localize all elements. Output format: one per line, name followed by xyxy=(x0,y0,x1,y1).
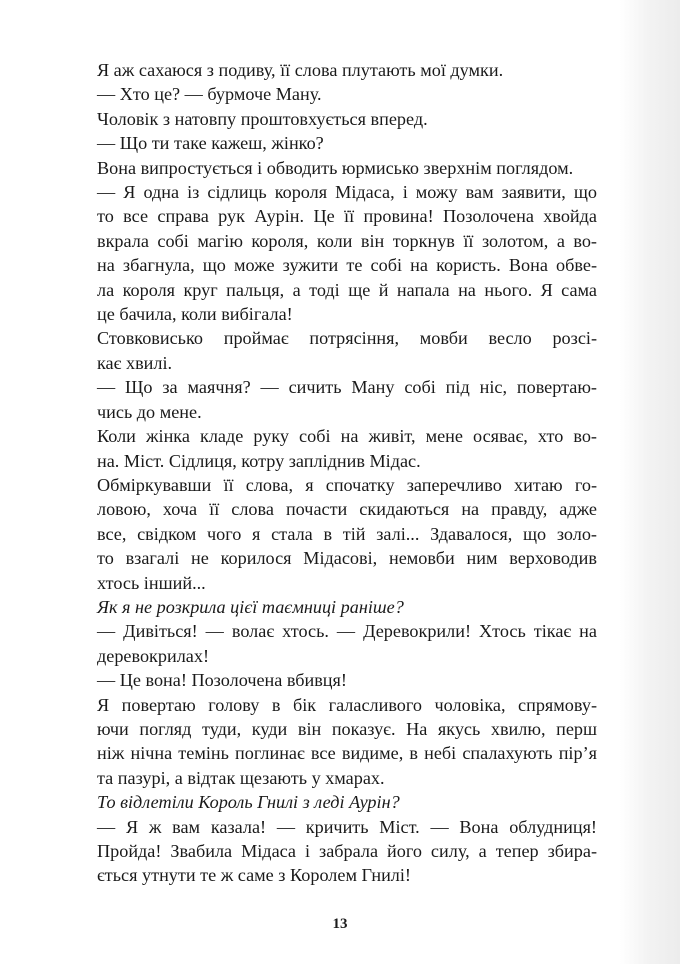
italic-paragraph xyxy=(97,595,597,619)
text-line: ла короля круг пальця, а тоді ще й напала на нього. Я сама xyxy=(97,279,597,300)
italic-paragraph xyxy=(97,790,597,814)
text-line: Я повертаю голову в бік галасливого чоловіка, спрямову- xyxy=(97,694,597,715)
text-line: все, свідком чого я стала в тій залі... Здавалося, що золо- xyxy=(97,523,597,544)
paragraph xyxy=(97,375,597,424)
page-number: 13 xyxy=(332,916,348,932)
paragraph xyxy=(97,82,597,106)
text-line: — Хто це? — бурмоче Ману. xyxy=(97,84,322,105)
paragraph xyxy=(97,58,597,82)
text-line: ючи погляд туди, куди він показує. На якусь хвилю, перш xyxy=(97,718,597,739)
text-line: — Я ж вам казала! — кричить Міст. — Вона облудниця! xyxy=(97,816,597,837)
text-line: то все справа рук Аурін. Це її провина! Позолочена хвойда xyxy=(97,206,597,227)
paragraph xyxy=(97,180,597,326)
paragraph xyxy=(97,815,597,888)
text-line: — Дивіться! — волає хтось. — Деревокрили! Хтось тікає на xyxy=(97,621,597,642)
text-line: на. Міст. Сідлиця, котру запліднив Мідас. xyxy=(97,450,421,471)
text-line: це бачила, коли вибігала! xyxy=(97,304,293,325)
page-text xyxy=(97,58,597,888)
text-line: То відлетіли Король Гнилі з леді Аурін? xyxy=(97,792,400,813)
text-line: Коли жінка кладе руку собі на живіт, мене осяває, хто во- xyxy=(97,426,597,447)
paragraph xyxy=(97,693,597,791)
text-line: — Що ти таке кажеш, жінко? xyxy=(97,133,324,154)
text-line: Чоловік з натовпу проштовхується вперед. xyxy=(97,108,428,129)
text-line: Вона випростується і обводить юрмисько зверхнім поглядом. xyxy=(97,157,574,178)
paragraph xyxy=(97,473,597,595)
paragraph xyxy=(97,156,597,180)
text-line: Я аж сахаюся з подиву, її слова плутають мої думки. xyxy=(97,60,504,80)
text-line: — Це вона! Позолочена вбивця! xyxy=(97,670,347,691)
text-line: та пазурі, а відтак щезають у хмарах. xyxy=(97,767,385,788)
text-line: хтось інший... xyxy=(97,572,206,593)
text-line: Як я не розкрила цієї таємниці раніше? xyxy=(97,596,404,617)
paragraph xyxy=(97,619,597,668)
text-line: вкрала собі магію короля, коли він торкнув її золотом, а во- xyxy=(97,230,597,251)
text-line: — Я одна із сідлиць короля Мідаса, і можу вам заявити, що xyxy=(97,182,597,203)
paragraph xyxy=(97,131,597,155)
text-line: на збагнула, що може зужити те собі на користь. Вона обве- xyxy=(97,255,597,276)
text-line: Стовковисько проймає потрясіння, мовби весло розсі- xyxy=(97,328,597,349)
text-line: ловою, хоча її слова почасти скидаються на правду, адже xyxy=(97,499,597,520)
text-line: Пройда! Звабила Мідаса і забрала його силу, а тепер збира- xyxy=(97,841,597,861)
text-line: то взагалі не корилося Мідасові, немовби ним верховодив xyxy=(97,548,597,569)
text-line: Обміркувавши її слова, я спочатку заперечливо хитаю го- xyxy=(97,474,597,495)
paragraph xyxy=(97,107,597,131)
paragraph xyxy=(97,326,597,375)
text-line: чись до мене. xyxy=(97,401,202,422)
text-line: — Що за маячня? — сичить Ману собі під ніс, повертаю- xyxy=(97,377,597,398)
text-line: деревокрилах! xyxy=(97,645,210,666)
text-line: ється утнути те ж саме з Королем Гнилі! xyxy=(97,865,411,886)
text-line: ніж нічна темінь поглинає все видиме, в небі спалахують пір’я xyxy=(97,743,597,764)
paragraph xyxy=(97,668,597,692)
text-line: кає хвилі. xyxy=(97,352,173,373)
paragraph xyxy=(97,424,597,473)
